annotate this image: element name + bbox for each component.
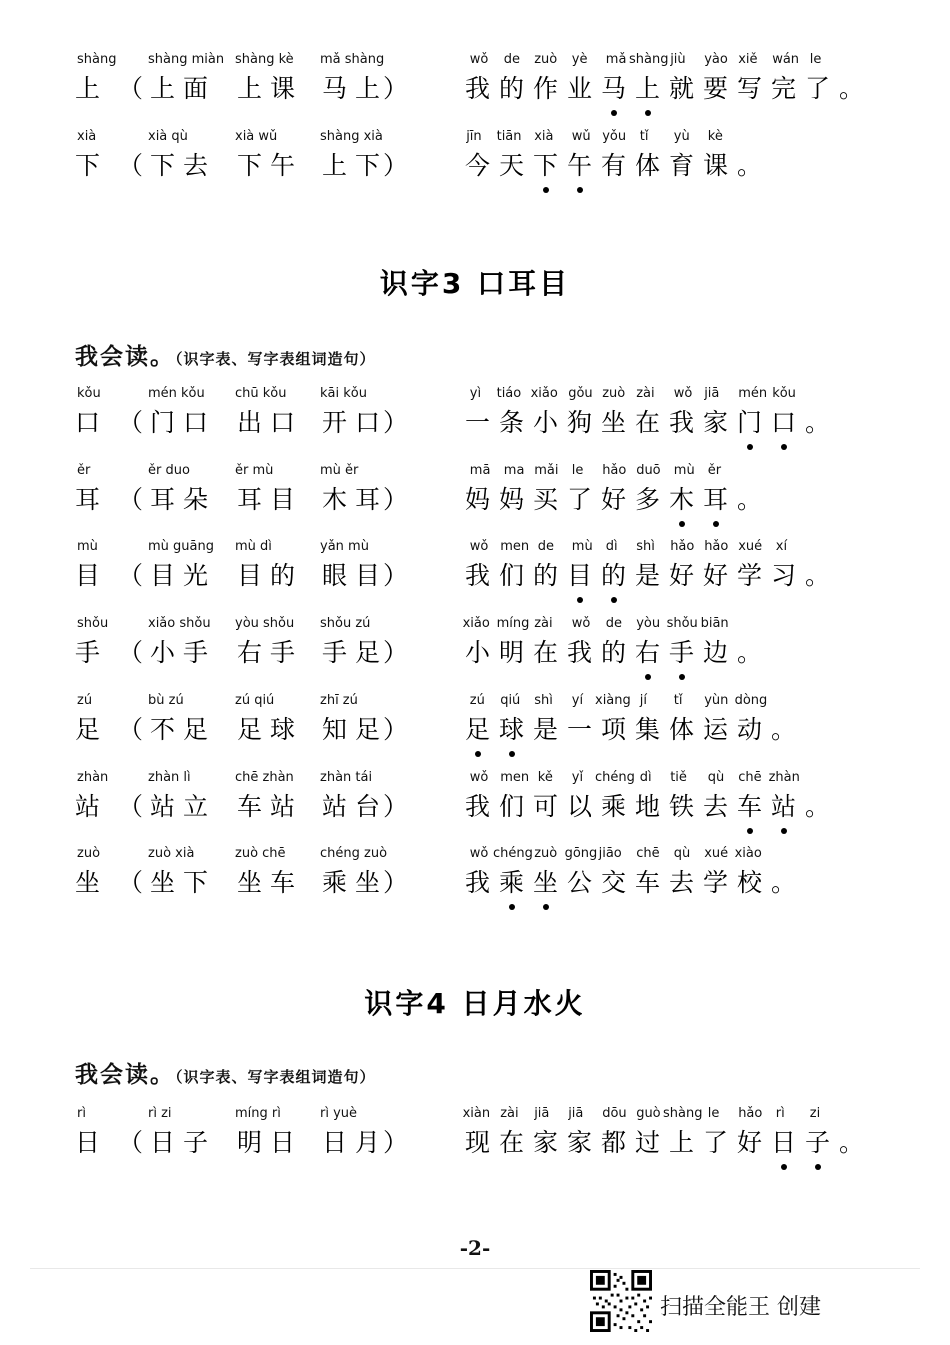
sentence-pinyin-syllable: shàng <box>663 1106 703 1121</box>
char-pinyin: zhàn <box>77 770 109 785</box>
headword: 足 <box>75 715 101 744</box>
headword: 手 <box>75 638 101 667</box>
emphasis-dot <box>543 904 549 910</box>
sentence-pinyin-syllable: shì <box>636 539 655 554</box>
compound-word: 开口 <box>322 408 389 437</box>
compound-word: 下去 <box>150 151 217 180</box>
sentence-pinyin-syllable: mù <box>571 539 593 554</box>
sentence-pinyin-syllable: kě <box>537 770 553 785</box>
vocab-row <box>0 693 950 773</box>
compound-word: 耳朵 <box>150 485 217 514</box>
instruction-note: （识字表、写字表组词造句） <box>175 1068 376 1086</box>
sentence-pinyin-syllable: zuò <box>534 52 558 67</box>
sentence-pinyin-syllable: xià <box>534 129 554 144</box>
headword: 下 <box>75 151 101 180</box>
sentence-pinyin-syllable: shǒu <box>666 616 698 631</box>
compound-word: 目光 <box>150 561 217 590</box>
compound-word: 明日 <box>237 1128 304 1157</box>
vocab-row <box>0 846 950 926</box>
emphasis-dot <box>781 444 787 450</box>
example-sentence: 小明在我的右手边。 <box>465 638 772 667</box>
sentence-pinyin-syllable: de <box>503 52 521 67</box>
sentence-pinyin-syllable: xiàn <box>462 1106 491 1121</box>
char-pinyin: ěr <box>77 463 91 478</box>
sentence-pinyin-syllable: zuò <box>534 846 558 861</box>
word-pinyin: shàng kè <box>235 52 294 67</box>
sentence-pinyin-syllable: dòng <box>734 693 768 708</box>
emphasis-dot <box>679 674 685 680</box>
emphasis-dot <box>577 597 583 603</box>
section-title: 识字3 口耳目 <box>379 267 571 300</box>
compound-word: 小手 <box>150 638 217 667</box>
sentence-pinyin-syllable: de <box>605 616 623 631</box>
word-pinyin: chū kǒu <box>235 386 287 401</box>
sentence-pinyin-syllable: zuò <box>602 386 626 401</box>
word-pinyin: ěr mù <box>235 463 274 478</box>
sentence-pinyin-syllable: zi <box>809 1106 821 1121</box>
char-pinyin: mù <box>77 539 98 554</box>
compound-word: 耳目 <box>237 485 304 514</box>
headword: 站 <box>75 792 101 821</box>
close-bracket: ） <box>383 74 409 103</box>
scanner-brand-text: 扫描全能王 创建 <box>660 1295 821 1320</box>
scanner-watermark <box>590 1270 821 1336</box>
sentence-pinyin-syllable: tǐ <box>673 693 683 708</box>
sentence-pinyin-syllable: zài <box>534 616 553 631</box>
word-pinyin: xià wǔ <box>235 129 278 144</box>
example-sentence: 我们可以乘地铁去车站。 <box>465 792 840 821</box>
word-pinyin: kāi kǒu <box>320 386 367 401</box>
footer-divider <box>30 1268 920 1269</box>
sentence-pinyin-syllable: guò <box>636 1106 661 1121</box>
close-bracket: ） <box>383 408 409 437</box>
sentence-pinyin-syllable: wǒ <box>469 770 489 785</box>
sentence-pinyin-syllable: xiǎo <box>530 386 558 401</box>
word-pinyin: rì yuè <box>320 1106 358 1121</box>
sentence-pinyin-syllable: xiě <box>738 52 758 67</box>
word-pinyin: zhàn tái <box>320 770 373 785</box>
word-pinyin: mù guāng <box>148 539 214 554</box>
emphasis-dot <box>543 187 549 193</box>
headword: 耳 <box>75 485 101 514</box>
sentence-pinyin-syllable: zài <box>636 386 655 401</box>
emphasis-dot <box>781 1164 787 1170</box>
emphasis-dot <box>747 828 753 834</box>
compound-word: 乘坐 <box>322 868 389 897</box>
sentence-pinyin-syllable: mǎi <box>534 463 559 478</box>
compound-word: 站立 <box>150 792 217 821</box>
word-pinyin: xià qù <box>148 129 188 144</box>
compound-word: 不足 <box>150 715 217 744</box>
vocab-row <box>0 463 950 543</box>
close-bracket: ） <box>383 638 409 667</box>
char-pinyin: shàng <box>77 52 117 67</box>
word-pinyin: zú qiú <box>235 693 275 708</box>
close-bracket: ） <box>383 151 409 180</box>
sentence-pinyin-syllable: gōng <box>564 846 598 861</box>
sentence-pinyin-syllable: shàng <box>629 52 669 67</box>
sentence-pinyin-syllable: hǎo <box>738 1106 763 1121</box>
char-pinyin: zuò <box>77 846 101 861</box>
sentence-pinyin-syllable: dì <box>639 770 652 785</box>
close-bracket: ） <box>383 561 409 590</box>
char-pinyin: rì <box>77 1106 86 1121</box>
sentence-pinyin-syllable: jīn <box>466 129 482 144</box>
emphasis-dot <box>577 187 583 193</box>
word-pinyin: chéng zuò <box>320 846 388 861</box>
sentence-pinyin-syllable: tiě <box>670 770 687 785</box>
close-bracket: ） <box>383 1128 409 1157</box>
sentence-pinyin-syllable: yí <box>571 693 584 708</box>
example-sentence: 我们的目的是好好学习。 <box>465 561 840 590</box>
example-sentence: 足球是一项集体运动。 <box>465 715 806 744</box>
vocab-row <box>0 52 950 132</box>
emphasis-dot <box>713 521 719 527</box>
compound-word: 手足 <box>322 638 389 667</box>
headword: 坐 <box>75 868 101 897</box>
word-pinyin: yòu shǒu <box>235 616 295 631</box>
compound-word: 上面 <box>150 74 217 103</box>
sentence-pinyin-syllable: wǒ <box>673 386 693 401</box>
compound-word: 日月 <box>322 1128 389 1157</box>
emphasis-dot <box>645 110 651 116</box>
open-bracket: （ <box>118 638 144 667</box>
headword: 目 <box>75 561 101 590</box>
sentence-pinyin-syllable: yùn <box>704 693 729 708</box>
sentence-pinyin-syllable: yǒu <box>602 129 627 144</box>
page-number: -2- <box>459 1236 491 1260</box>
compound-word: 车站 <box>237 792 304 821</box>
sentence-pinyin-syllable: rì <box>775 1106 785 1121</box>
instruction <box>75 338 376 371</box>
close-bracket: ） <box>383 868 409 897</box>
sentence-pinyin-syllable: yòu <box>636 616 661 631</box>
sentence-pinyin-syllable: yù <box>673 129 690 144</box>
compound-word: 右手 <box>237 638 304 667</box>
sentence-pinyin-syllable: qiú <box>500 693 521 708</box>
open-bracket: （ <box>118 868 144 897</box>
sentence-pinyin-syllable: mén <box>738 386 768 401</box>
sentence-pinyin-syllable: jí <box>639 693 648 708</box>
compound-word: 下午 <box>237 151 304 180</box>
sentence-pinyin-syllable: wǔ <box>571 129 591 144</box>
instruction-text: 我会读。 <box>75 344 175 370</box>
sentence-pinyin-syllable: xiǎo <box>462 616 490 631</box>
example-sentence: 我乘坐公交车去学校。 <box>465 868 806 897</box>
emphasis-dot <box>475 751 481 757</box>
sentence-pinyin-syllable: xué <box>738 539 763 554</box>
emphasis-dot <box>509 751 515 757</box>
open-bracket: （ <box>118 792 144 821</box>
example-sentence: 现在家家都过上了好日子。 <box>465 1128 874 1157</box>
word-pinyin: zuò chē <box>235 846 286 861</box>
sentence-pinyin-syllable: hǎo <box>670 539 695 554</box>
close-bracket: ） <box>383 792 409 821</box>
sentence-pinyin-syllable: le <box>707 1106 720 1121</box>
emphasis-dot <box>611 110 617 116</box>
example-sentence: 我的作业马上就要写完了。 <box>465 74 874 103</box>
char-pinyin: zú <box>77 693 93 708</box>
sentence-pinyin-syllable: chéng <box>595 770 635 785</box>
open-bracket: （ <box>118 561 144 590</box>
vocab-row <box>0 1106 950 1186</box>
open-bracket: （ <box>118 408 144 437</box>
emphasis-dot <box>781 828 787 834</box>
char-pinyin: xià <box>77 129 97 144</box>
sentence-pinyin-syllable: le <box>809 52 822 67</box>
sentence-pinyin-syllable: jiāo <box>598 846 622 861</box>
qr-code-icon <box>590 1270 652 1332</box>
sentence-pinyin-syllable: chē <box>636 846 660 861</box>
sentence-pinyin-syllable: mù <box>673 463 695 478</box>
compound-word: 上下 <box>322 151 389 180</box>
word-pinyin: shàng xià <box>320 129 383 144</box>
compound-word: 日子 <box>150 1128 217 1157</box>
sentence-pinyin-syllable: yì <box>469 386 482 401</box>
emphasis-dot <box>509 904 515 910</box>
sentence-pinyin-syllable: ěr <box>707 463 722 478</box>
word-pinyin: bù zú <box>148 693 184 708</box>
word-pinyin: shǒu zú <box>320 616 371 631</box>
sentence-pinyin-syllable: qù <box>707 770 725 785</box>
sentence-pinyin-syllable: chéng <box>493 846 533 861</box>
open-bracket: （ <box>118 485 144 514</box>
instruction-note: （识字表、写字表组词造句） <box>175 350 376 368</box>
sentence-pinyin-syllable: xiào <box>734 846 762 861</box>
section-title: 识字4 日月水火 <box>364 987 586 1020</box>
sentence-pinyin-syllable: tǐ <box>639 129 649 144</box>
vocab-row <box>0 770 950 850</box>
sentence-pinyin-syllable: wǒ <box>469 846 489 861</box>
compound-word: 知足 <box>322 715 389 744</box>
word-pinyin: rì zi <box>148 1106 172 1121</box>
sentence-pinyin-syllable: xí <box>775 539 788 554</box>
compound-word: 目的 <box>237 561 304 590</box>
sentence-pinyin-syllable: jiā <box>704 386 720 401</box>
compound-word: 出口 <box>237 408 304 437</box>
emphasis-dot <box>679 521 685 527</box>
sentence-pinyin-syllable: xué <box>704 846 729 861</box>
sentence-pinyin-syllable: mǎ <box>605 52 627 67</box>
compound-word: 上课 <box>237 74 304 103</box>
word-pinyin: shàng miàn <box>148 52 225 67</box>
compound-word: 马上 <box>322 74 389 103</box>
vocab-row <box>0 386 950 466</box>
sentence-pinyin-syllable: gǒu <box>568 386 593 401</box>
sentence-pinyin-syllable: hǎo <box>602 463 627 478</box>
compound-word: 门口 <box>150 408 217 437</box>
sentence-pinyin-syllable: jiā <box>568 1106 584 1121</box>
vocab-row <box>0 539 950 619</box>
vocab-row <box>0 129 950 209</box>
instruction-text: 我会读。 <box>75 1062 175 1088</box>
close-bracket: ） <box>383 715 409 744</box>
sentence-pinyin-syllable: kè <box>707 129 723 144</box>
sentence-pinyin-syllable: yè <box>571 52 588 67</box>
sentence-pinyin-syllable: wǒ <box>469 52 489 67</box>
sentence-pinyin-syllable: chē <box>738 770 762 785</box>
sentence-pinyin-syllable: dōu <box>602 1106 627 1121</box>
vocab-row <box>0 616 950 696</box>
emphasis-dot <box>645 674 651 680</box>
word-pinyin: yǎn mù <box>320 539 369 554</box>
sentence-pinyin-syllable: yào <box>704 52 728 67</box>
word-pinyin: chē zhàn <box>235 770 294 785</box>
example-sentence: 妈妈买了好多木耳。 <box>465 485 772 514</box>
compound-word: 木耳 <box>322 485 389 514</box>
headword: 口 <box>75 408 101 437</box>
word-pinyin: zuò xià <box>148 846 195 861</box>
sentence-pinyin-syllable: wǒ <box>469 539 489 554</box>
sentence-pinyin-syllable: zhàn <box>768 770 800 785</box>
char-pinyin: kǒu <box>77 386 101 401</box>
sentence-pinyin-syllable: mā <box>469 463 491 478</box>
char-pinyin: shǒu <box>77 616 109 631</box>
sentence-pinyin-syllable: duō <box>636 463 661 478</box>
sentence-pinyin-syllable: le <box>571 463 584 478</box>
sentence-pinyin-syllable: wǒ <box>571 616 591 631</box>
emphasis-dot <box>747 444 753 450</box>
sentence-pinyin-syllable: de <box>537 539 555 554</box>
sentence-pinyin-syllable: qù <box>673 846 691 861</box>
sentence-pinyin-syllable: hǎo <box>704 539 729 554</box>
sentence-pinyin-syllable: men <box>500 770 530 785</box>
word-pinyin: xiǎo shǒu <box>148 616 211 631</box>
sentence-pinyin-syllable: biān <box>700 616 729 631</box>
word-pinyin: mù ěr <box>320 463 359 478</box>
compound-word: 坐车 <box>237 868 304 897</box>
headword: 上 <box>75 74 101 103</box>
word-pinyin: mǎ shàng <box>320 52 385 67</box>
sentence-pinyin-syllable: ma <box>503 463 525 478</box>
example-sentence: 今天下午有体育课。 <box>465 151 772 180</box>
sentence-pinyin-syllable: kǒu <box>772 386 796 401</box>
word-pinyin: mén kǒu <box>148 386 205 401</box>
example-sentence: 一条小狗坐在我家门口。 <box>465 408 840 437</box>
compound-word: 足球 <box>237 715 304 744</box>
sentence-pinyin-syllable: míng <box>496 616 530 631</box>
open-bracket: （ <box>118 74 144 103</box>
sentence-pinyin-syllable: tiáo <box>496 386 522 401</box>
sentence-pinyin-syllable: wán <box>772 52 800 67</box>
open-bracket: （ <box>118 151 144 180</box>
sentence-pinyin-syllable: men <box>500 539 530 554</box>
open-bracket: （ <box>118 715 144 744</box>
sentence-pinyin-syllable: xiàng <box>595 693 631 708</box>
compound-word: 坐下 <box>150 868 217 897</box>
word-pinyin: míng rì <box>235 1106 281 1121</box>
close-bracket: ） <box>383 485 409 514</box>
emphasis-dot <box>611 597 617 603</box>
word-pinyin: ěr duo <box>148 463 190 478</box>
word-pinyin: zhàn lì <box>148 770 191 785</box>
emphasis-dot <box>815 1164 821 1170</box>
headword: 日 <box>75 1128 101 1157</box>
sentence-pinyin-syllable: yǐ <box>571 770 584 785</box>
sentence-pinyin-syllable: tiān <box>496 129 522 144</box>
word-pinyin: zhī zú <box>320 693 358 708</box>
compound-word: 站台 <box>322 792 389 821</box>
compound-word: 眼目 <box>322 561 389 590</box>
sentence-pinyin-syllable: dì <box>605 539 618 554</box>
word-pinyin: mù dì <box>235 539 272 554</box>
instruction <box>75 1056 376 1089</box>
sentence-pinyin-syllable: zài <box>500 1106 519 1121</box>
sentence-pinyin-syllable: shì <box>534 693 553 708</box>
sentence-pinyin-syllable: jiā <box>534 1106 550 1121</box>
sentence-pinyin-syllable: zú <box>469 693 485 708</box>
sentence-pinyin-syllable: jiù <box>670 52 686 67</box>
open-bracket: （ <box>118 1128 144 1157</box>
